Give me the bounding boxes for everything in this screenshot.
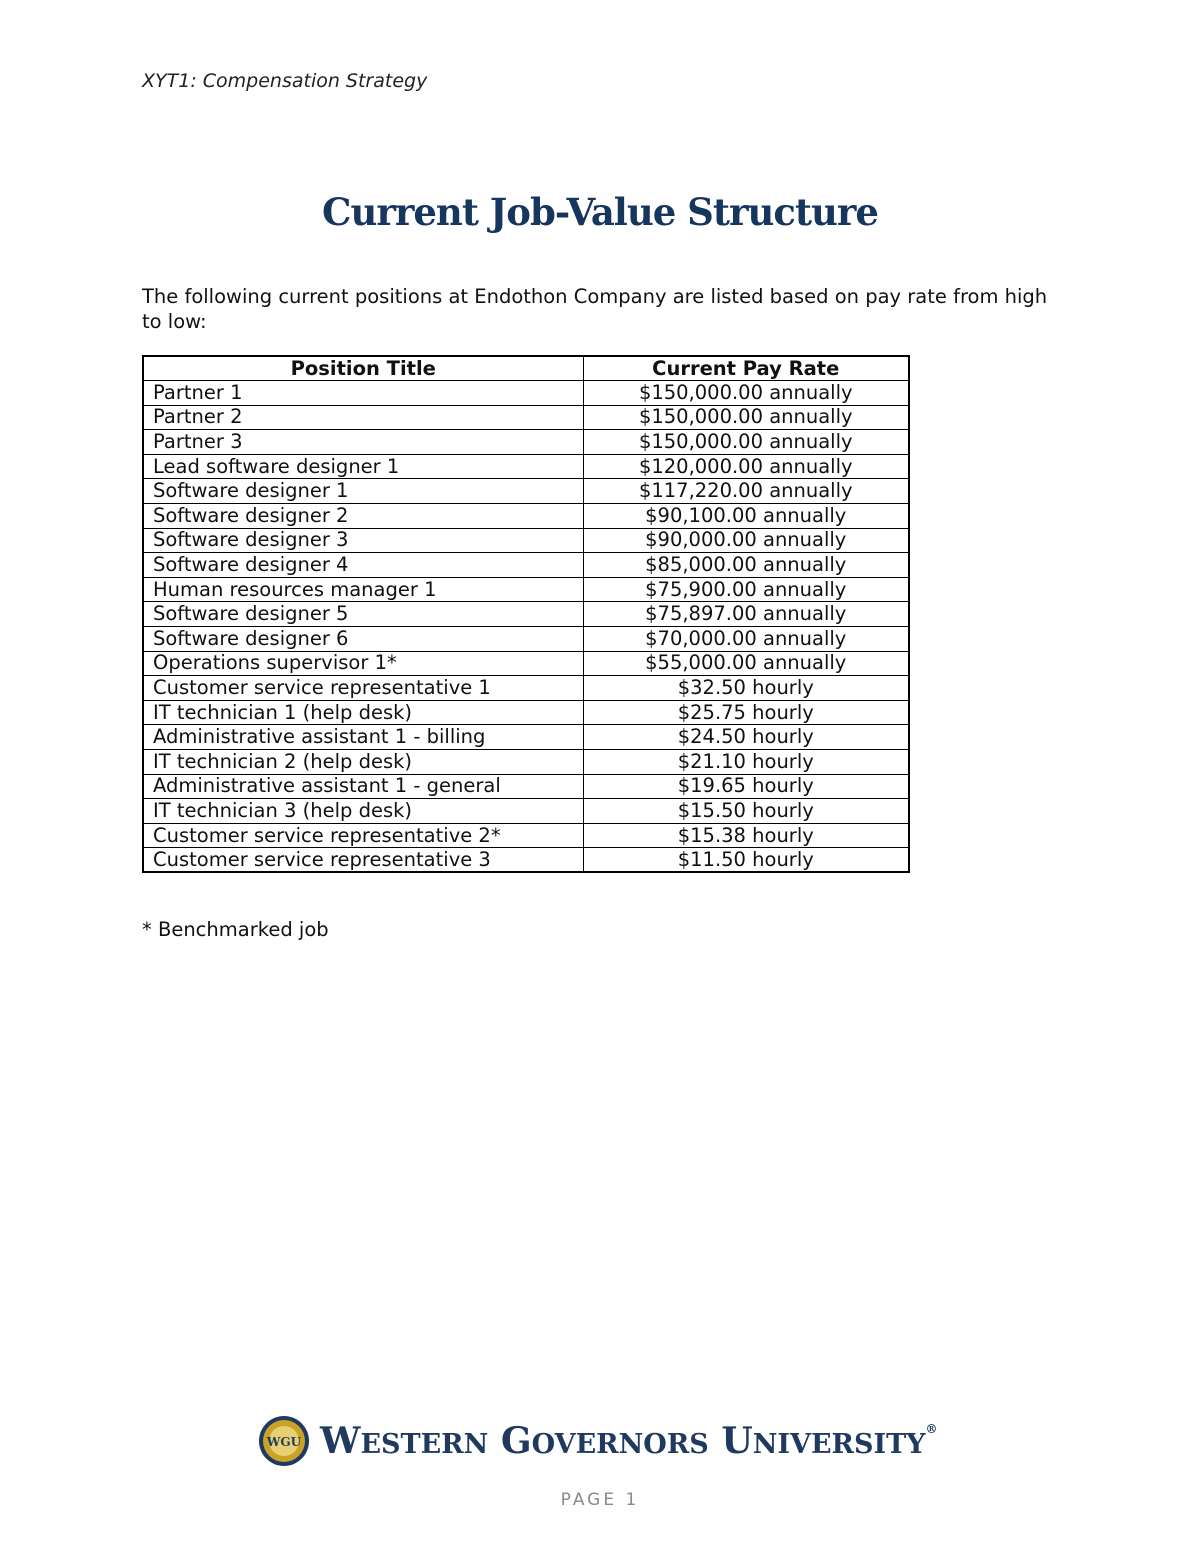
pay-rate-cell: $150,000.00 annually [583, 430, 909, 455]
position-title-cell: Administrative assistant 1 - general [143, 774, 583, 799]
table-row [143, 799, 909, 824]
pay-rate-cell: $55,000.00 annually [583, 651, 909, 676]
footnote: * Benchmarked job [142, 918, 329, 941]
position-title-cell: Partner 1 [143, 381, 583, 406]
table-row [143, 676, 909, 701]
table-row [143, 577, 909, 602]
position-title-cell: Software designer 4 [143, 553, 583, 578]
table-row [143, 700, 909, 725]
table-header-row [143, 356, 909, 381]
pay-rate-cell: $11.50 hourly [583, 848, 909, 873]
position-title-cell: Partner 3 [143, 430, 583, 455]
pay-rate-cell: $85,000.00 annually [583, 553, 909, 578]
pay-rate-cell: $150,000.00 annually [583, 405, 909, 430]
pay-rate-cell: $117,220.00 annually [583, 479, 909, 504]
pay-rate-cell: $25.75 hourly [583, 700, 909, 725]
table-row [143, 504, 909, 529]
position-title-cell: Software designer 6 [143, 627, 583, 652]
table-row [143, 602, 909, 627]
position-title-cell: Customer service representative 3 [143, 848, 583, 873]
position-title-cell: Human resources manager 1 [143, 577, 583, 602]
table-row [143, 528, 909, 553]
table-row [143, 381, 909, 406]
pay-rate-cell: $24.50 hourly [583, 725, 909, 750]
intro-paragraph: The following current positions at Endothon Company are listed based on pay rate from high to low: [142, 285, 1048, 333]
table-row [143, 725, 909, 750]
wgu-wordmark [320, 1420, 938, 1462]
document-title: Current Job-Value Structure [322, 190, 878, 234]
table-row [143, 848, 909, 873]
pay-rate-cell: $75,900.00 annually [583, 577, 909, 602]
wgu-logo [258, 1412, 938, 1470]
pay-rate-table [142, 355, 910, 873]
table-row [143, 651, 909, 676]
pay-rate-cell: $21.10 hourly [583, 750, 909, 775]
table-row [143, 430, 909, 455]
seal-monogram: WGU [266, 1435, 302, 1449]
position-title-cell: Partner 2 [143, 405, 583, 430]
pay-rate-cell: $32.50 hourly [583, 676, 909, 701]
position-title-cell: Lead software designer 1 [143, 454, 583, 479]
pay-rate-cell: $90,100.00 annually [583, 504, 909, 529]
pay-rate-cell: $120,000.00 annually [583, 454, 909, 479]
table-row [143, 405, 909, 430]
column-header-position-title: Position Title [143, 356, 583, 381]
pay-rate-cell: $15.50 hourly [583, 799, 909, 824]
wordmark-text: WESTERN GOVERNORS UNIVERSITY [320, 1420, 926, 1462]
position-title-cell: Software designer 3 [143, 528, 583, 553]
pay-rate-cell: $150,000.00 annually [583, 381, 909, 406]
position-title-cell: Software designer 2 [143, 504, 583, 529]
wgu-seal-icon [258, 1415, 310, 1467]
pay-rate-cell: $70,000.00 annually [583, 627, 909, 652]
table-row [143, 553, 909, 578]
table-row [143, 774, 909, 799]
position-title-cell: Administrative assistant 1 - billing [143, 725, 583, 750]
position-title-cell: Customer service representative 2* [143, 823, 583, 848]
position-title-cell: IT technician 1 (help desk) [143, 700, 583, 725]
position-title-cell: Operations supervisor 1* [143, 651, 583, 676]
table-row [143, 479, 909, 504]
pay-rate-cell: $75,897.00 annually [583, 602, 909, 627]
table-row [143, 823, 909, 848]
page-number: PAGE 1 [560, 1490, 640, 1510]
table-row [143, 627, 909, 652]
position-title-cell: Customer service representative 1 [143, 676, 583, 701]
table-body [143, 381, 909, 873]
running-header: XYT1: Compensation Strategy [142, 70, 428, 92]
pay-rate-cell: $19.65 hourly [583, 774, 909, 799]
position-title-cell: Software designer 5 [143, 602, 583, 627]
table-row [143, 454, 909, 479]
position-title-cell: Software designer 1 [143, 479, 583, 504]
table-row [143, 750, 909, 775]
position-title-cell: IT technician 2 (help desk) [143, 750, 583, 775]
pay-rate-cell: $90,000.00 annually [583, 528, 909, 553]
position-title-cell: IT technician 3 (help desk) [143, 799, 583, 824]
column-header-current-pay-rate: Current Pay Rate [583, 356, 909, 381]
registered-mark: ® [925, 1422, 938, 1436]
pay-rate-cell: $15.38 hourly [583, 823, 909, 848]
